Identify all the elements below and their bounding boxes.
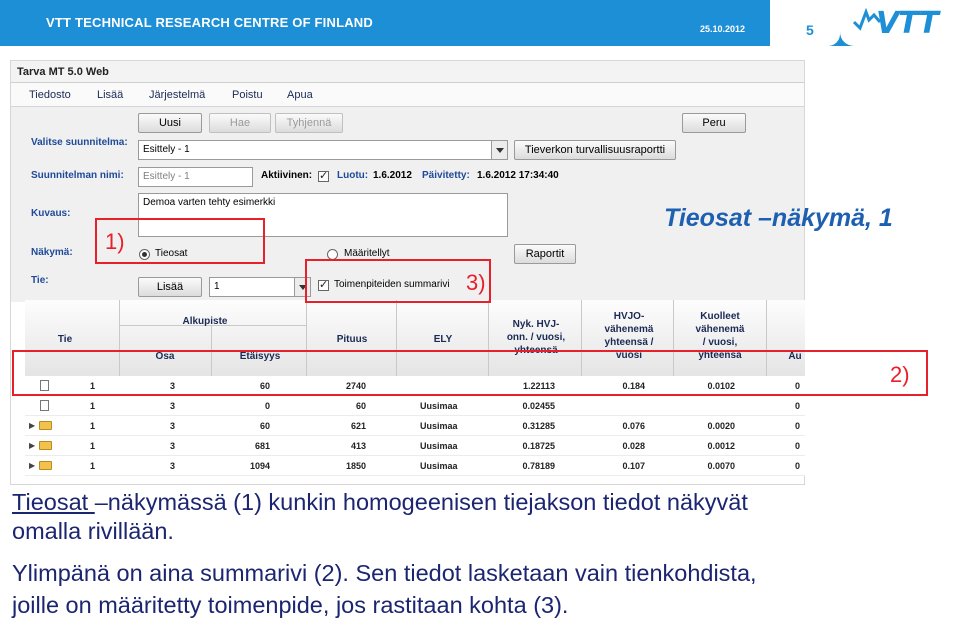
menu-poistu[interactable]: Poistu bbox=[232, 89, 263, 101]
file-icon bbox=[40, 400, 49, 411]
annotation-label-1: 1) bbox=[105, 229, 125, 254]
updated-value: 1.6.2012 17:34:40 bbox=[477, 170, 559, 181]
menu-jarjestelma[interactable]: Järjestelmä bbox=[149, 89, 206, 101]
cell-dist: 60 bbox=[259, 421, 270, 431]
road-select[interactable] bbox=[209, 277, 311, 297]
page-number: 5 bbox=[806, 22, 814, 38]
menu-apua[interactable]: Apua bbox=[287, 89, 313, 101]
cell-hvj: 0.02455 bbox=[522, 401, 555, 411]
col-hvj-line3: yhteensä bbox=[514, 345, 558, 356]
cell-part: 3 bbox=[169, 441, 175, 451]
chevron-down-icon bbox=[491, 141, 507, 159]
cell-part: 3 bbox=[169, 421, 175, 431]
cell-au: 0 bbox=[794, 381, 800, 391]
cell-hvjo: 0.107 bbox=[622, 461, 645, 471]
table-row[interactable] bbox=[25, 456, 805, 476]
plan-select-value: Esittely - 1 bbox=[143, 144, 190, 155]
road-safety-report-button[interactable]: Tieverkon turvallisuusraportti bbox=[514, 140, 676, 160]
cell-part: 3 bbox=[169, 381, 175, 391]
cell-hvj: 0.18725 bbox=[522, 441, 555, 451]
cell-hvjo: 0.184 bbox=[622, 381, 645, 391]
updated-label: Päivitetty: bbox=[422, 170, 470, 181]
col-hvjo-line1: HVJO- bbox=[613, 311, 645, 322]
plan-name-field[interactable]: Esittely - 1 bbox=[138, 167, 253, 187]
col-au[interactable]: Au bbox=[788, 351, 802, 362]
cell-road: 1 bbox=[89, 441, 95, 451]
cell-length: 1850 bbox=[345, 461, 366, 471]
view-option-maaritellyt: Määritellyt bbox=[344, 248, 390, 259]
cell-au: 0 bbox=[794, 421, 800, 431]
folder-icon bbox=[39, 421, 52, 430]
col-part[interactable]: Osa bbox=[155, 351, 175, 362]
cell-au: 0 bbox=[794, 461, 800, 471]
caption-line-2: omalla rivillään. bbox=[12, 518, 174, 544]
cell-au: 0 bbox=[794, 401, 800, 411]
header-bar bbox=[0, 0, 960, 46]
table-row[interactable] bbox=[25, 416, 805, 436]
col-hvjo-line4: vuosi bbox=[615, 350, 643, 361]
plan-name-label: Suunnitelman nimi: bbox=[31, 170, 124, 181]
annotation-box-2 bbox=[12, 350, 928, 396]
view-label: Näkymä: bbox=[31, 247, 73, 258]
new-button[interactable]: Uusi bbox=[138, 113, 202, 133]
slide-side-title: Tieosat –näkymä, 1 bbox=[664, 204, 893, 232]
cell-dead: 0.0102 bbox=[707, 381, 735, 391]
cell-dead: 0.0012 bbox=[707, 441, 735, 451]
cell-hvjo: 0.028 bbox=[622, 441, 645, 451]
description-label: Kuvaus: bbox=[31, 208, 71, 219]
reports-button[interactable]: Raportit bbox=[514, 244, 576, 264]
col-road[interactable]: Tie bbox=[57, 334, 73, 345]
table-row[interactable] bbox=[25, 396, 805, 416]
cell-length: 413 bbox=[350, 441, 366, 451]
cell-ely: Uusimaa bbox=[420, 401, 458, 411]
cell-length: 621 bbox=[350, 421, 366, 431]
cell-road: 1 bbox=[89, 381, 95, 391]
annotation-box-3 bbox=[305, 259, 491, 303]
table-row[interactable] bbox=[25, 436, 805, 456]
road-label: Tie: bbox=[31, 275, 49, 286]
cell-length: 2740 bbox=[345, 381, 366, 391]
cell-hvj: 1.22113 bbox=[522, 381, 555, 391]
cell-dead: 0.0020 bbox=[707, 421, 735, 431]
annotation-label-3: 3) bbox=[466, 270, 486, 295]
cell-part: 3 bbox=[169, 461, 175, 471]
col-dead-line3: / vuosi, bbox=[702, 337, 738, 348]
cell-hvj: 0.31285 bbox=[522, 421, 555, 431]
add-road-button[interactable]: Lisää bbox=[138, 277, 202, 297]
cell-road: 1 bbox=[89, 401, 95, 411]
caption-underlined: Tieosat bbox=[12, 489, 95, 515]
active-checkbox[interactable] bbox=[318, 171, 329, 182]
empty-button[interactable]: Tyhjennä bbox=[275, 113, 343, 133]
col-dead-line4: yhteensä bbox=[698, 350, 742, 361]
cell-length: 60 bbox=[355, 401, 366, 411]
created-label: Luotu: bbox=[337, 170, 369, 181]
menu-lisaa[interactable]: Lisää bbox=[97, 89, 124, 101]
col-dead-line1: Kuolleet bbox=[700, 311, 740, 322]
caption-line-4: joille on määritetty toimenpide, jos rastitaan kohta (3). bbox=[12, 592, 569, 618]
folder-icon bbox=[39, 441, 52, 450]
caption-line-1-text: –näkymässä (1) kunkin homogeenisen tiejakson tiedot näkyvät bbox=[94, 489, 748, 515]
col-ely[interactable]: ELY bbox=[433, 334, 453, 345]
created-value: 1.6.2012 bbox=[373, 170, 412, 181]
col-hvj-line1: Nyk. HVJ- bbox=[512, 319, 560, 330]
plan-label: Valitse suunnitelma: bbox=[31, 137, 128, 148]
expand-icon[interactable]: ▶ bbox=[29, 421, 36, 430]
menu-tiedosto[interactable]: Tiedosto bbox=[29, 89, 71, 101]
cancel-button[interactable]: Peru bbox=[682, 113, 746, 133]
road-select-value: 1 bbox=[214, 281, 220, 292]
active-label: Aktiivinen: bbox=[261, 170, 313, 181]
col-hvjo-line2: vähenemä bbox=[604, 324, 654, 335]
app-title: Tarva MT 5.0 Web bbox=[11, 61, 805, 83]
menu-bar bbox=[11, 83, 805, 107]
expand-icon[interactable]: ▶ bbox=[29, 441, 36, 450]
cell-road: 1 bbox=[89, 461, 95, 471]
col-distance[interactable]: Etäisyys bbox=[239, 351, 281, 362]
col-hvj-line2: onn. / vuosi, bbox=[506, 332, 566, 343]
search-button[interactable]: Hae bbox=[209, 113, 271, 133]
cell-hvj: 0.78189 bbox=[522, 461, 555, 471]
cell-dist: 1094 bbox=[249, 461, 270, 471]
cell-ely: Uusimaa bbox=[420, 461, 458, 471]
cell-dist: 681 bbox=[254, 441, 270, 451]
vtt-logo bbox=[840, 0, 960, 46]
cell-ely: Uusimaa bbox=[420, 441, 458, 451]
logo-text: VTT bbox=[876, 6, 938, 41]
col-hvjo-line3: yhteensä / bbox=[604, 337, 654, 348]
col-start: Alkupiste bbox=[182, 316, 228, 327]
caption-line-3: Ylimpänä on aina summarivi (2). Sen tiedot lasketaan vain tienkohdista, bbox=[12, 560, 757, 586]
slide-date: 25.10.2012 bbox=[700, 24, 746, 34]
view-option-tieosat: Tieosat bbox=[155, 248, 188, 259]
expand-icon[interactable]: ▶ bbox=[29, 461, 36, 470]
col-length[interactable]: Pituus bbox=[336, 334, 368, 345]
cell-ely: Uusimaa bbox=[420, 421, 458, 431]
cell-dead: 0.0070 bbox=[707, 461, 735, 471]
cell-hvjo: 0.076 bbox=[622, 421, 645, 431]
cell-road: 1 bbox=[89, 421, 95, 431]
cell-part: 3 bbox=[169, 401, 175, 411]
summary-checkbox-label: Toimenpiteiden summarivi bbox=[334, 279, 450, 290]
cell-dist: 60 bbox=[259, 381, 270, 391]
description-field[interactable]: Demoa varten tehty esimerkki bbox=[138, 193, 508, 237]
plan-select[interactable] bbox=[138, 140, 508, 160]
org-title: VTT TECHNICAL RESEARCH CENTRE OF FINLAND bbox=[46, 15, 373, 30]
folder-icon bbox=[39, 461, 52, 470]
col-dead-line2: vähenemä bbox=[695, 324, 745, 335]
page-number-box bbox=[770, 0, 840, 46]
annotation-label-2: 2) bbox=[890, 362, 910, 387]
caption-line-1 bbox=[12, 488, 748, 516]
cell-dist: 0 bbox=[264, 401, 270, 411]
cell-au: 0 bbox=[794, 441, 800, 451]
